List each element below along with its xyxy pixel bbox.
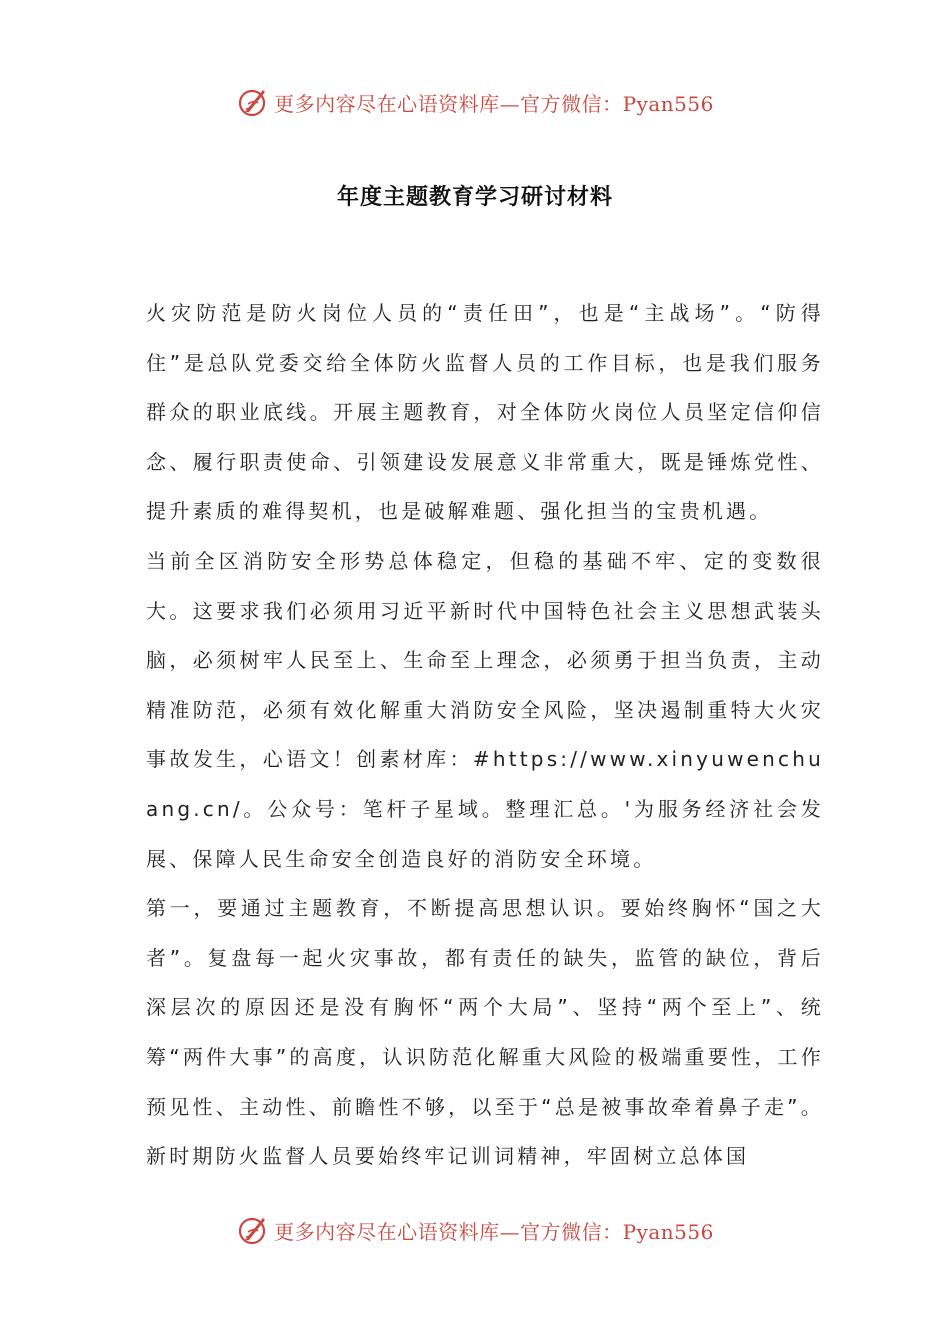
header-banner-text: 更多内容尽在心语资料库—官方微信：Pyan556 <box>274 91 714 116</box>
paragraph-2: 当前全区消防安全形势总体稳定，但稳的基础不牢、定的变数很大。这要求我们必须用习近平新时代中国特色社会主义思想武装头脑，必须树牢人民至上、生命至上理念，必须勇于担当负责，主动精准防范，必须有效化解重大消防安全风险，坚决遏制重特大火灾事故发生，心语文！创素材库：#https://www.xinyuwenchuang.cn/。公众号：笔杆子星域。整理汇总。'为服务经济社会发展、保障人民生命安全创造良好的消防安全环境。 <box>146 548 824 871</box>
quill-circle-logo-icon <box>236 85 270 119</box>
paragraph-1: 火灾防范是防火岗位人员的“责任田”，也是“主战场”。“防得住”是总队党委交给全体防火监督人员的工作目标，也是我们服务群众的职业底线。开展主题教育，对全体防火岗位人员坚定信仰信念、履行职责使命、引领建设发展意义非常重大，既是锤炼党性、提升素质的难得契机，也是破解难题、强化担当的宝贵机遇。 <box>146 301 824 524</box>
paragraph-3: 第一，要通过主题教育，不断提高思想认识。要始终胸怀“国之大者”。复盘每一起火灾事故，都有责任的缺失，监管的缺位，背后深层次的原因还是没有胸怀“两个大局”、坚持“两个至上”、统筹“两件大事”的高度，认识防范化解重大风险的极端重要性，工作预见性、主动性、前瞻性不够，以至于“总是被事故牵着鼻子走”。新时期防火监督人员要始终牢记训词精神，牢固树立总体国 <box>146 896 824 1169</box>
footer-banner <box>0 1208 950 1252</box>
document-body <box>146 289 824 1182</box>
document-title: 年度主题教育学习研讨材料 <box>336 185 613 210</box>
footer-banner-text: 更多内容尽在心语资料库—官方微信：Pyan556 <box>274 1219 714 1244</box>
quill-circle-logo-icon <box>236 1213 270 1247</box>
header-banner <box>0 80 950 124</box>
